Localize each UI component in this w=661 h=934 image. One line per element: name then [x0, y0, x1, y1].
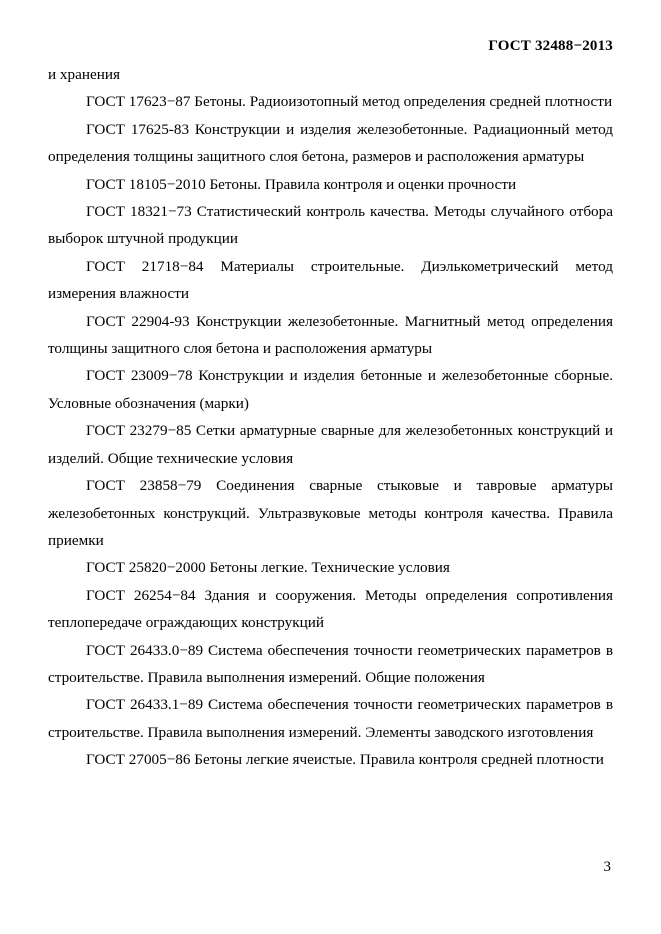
reference-gost-22904: ГОСТ 22904-93 Конструкции железобетонные. Магнитный метод определения толщины защитного слоя бетона и расположения арматуры	[48, 312, 613, 358]
reference-gost-23279: ГОСТ 23279−85 Сетки арматурные сварные для железобетонных конструкций и изделий. Общие технические условия	[48, 422, 613, 467]
document-body	[48, 61, 613, 774]
reference-gost-17625: ГОСТ 17625‑83 Конструкции и изделия железобетонные. Радиационный метод определения толщины защитного слоя бетона, размеров и расположения арматуры	[48, 120, 613, 166]
reference-gost-23009: ГОСТ 23009−78 Конструкции и изделия бетонные и железобетонные сборные. Условные обозначения (марки)	[48, 367, 613, 412]
reference-gost-18321: ГОСТ 18321−73 Статистический контроль качества. Методы случайного отбора выборок штучной продукции	[48, 203, 613, 248]
reference-gost-23858: ГОСТ 23858−79 Соединения сварные стыковые и тавровые арматуры железобетонных конструкций. Ультразвуковые методы контроля качества. Правила приемки	[48, 477, 613, 549]
page-number: 3	[603, 859, 611, 875]
document-header: ГОСТ 32488−2013	[488, 38, 613, 54]
reference-gost-27005: ГОСТ 27005−86 Бетоны легкие ячеистые. Правила контроля средней плотности	[86, 751, 604, 769]
reference-gost-21718: ГОСТ 21718−84 Материалы строительные. Диэлькометрический метод измерения влажности	[48, 257, 613, 303]
reference-gost-17623: ГОСТ 17623−87 Бетоны. Радиоизотопный метод определения средней плотности	[86, 93, 613, 111]
reference-gost-25820: ГОСТ 25820−2000 Бетоны легкие. Технические условия	[86, 559, 450, 577]
continuation-line: и хранения	[48, 66, 120, 83]
reference-gost-26254: ГОСТ 26254−84 Здания и сооружения. Методы определения сопротивления теплопередаче ограждающих конструкций	[48, 586, 613, 632]
reference-gost-26433-0: ГОСТ 26433.0−89 Система обеспечения точности геометрических параметров в строительстве. Правила выполнения измерений. Общие положения	[48, 641, 613, 686]
reference-gost-18105: ГОСТ 18105−2010 Бетоны. Правила контроля и оценки прочности	[86, 175, 517, 193]
reference-gost-26433-1: ГОСТ 26433.1−89 Система обеспечения точности геометрических параметров в строительстве. Правила выполнения измерений. Элементы заводского изготовления	[48, 696, 613, 741]
